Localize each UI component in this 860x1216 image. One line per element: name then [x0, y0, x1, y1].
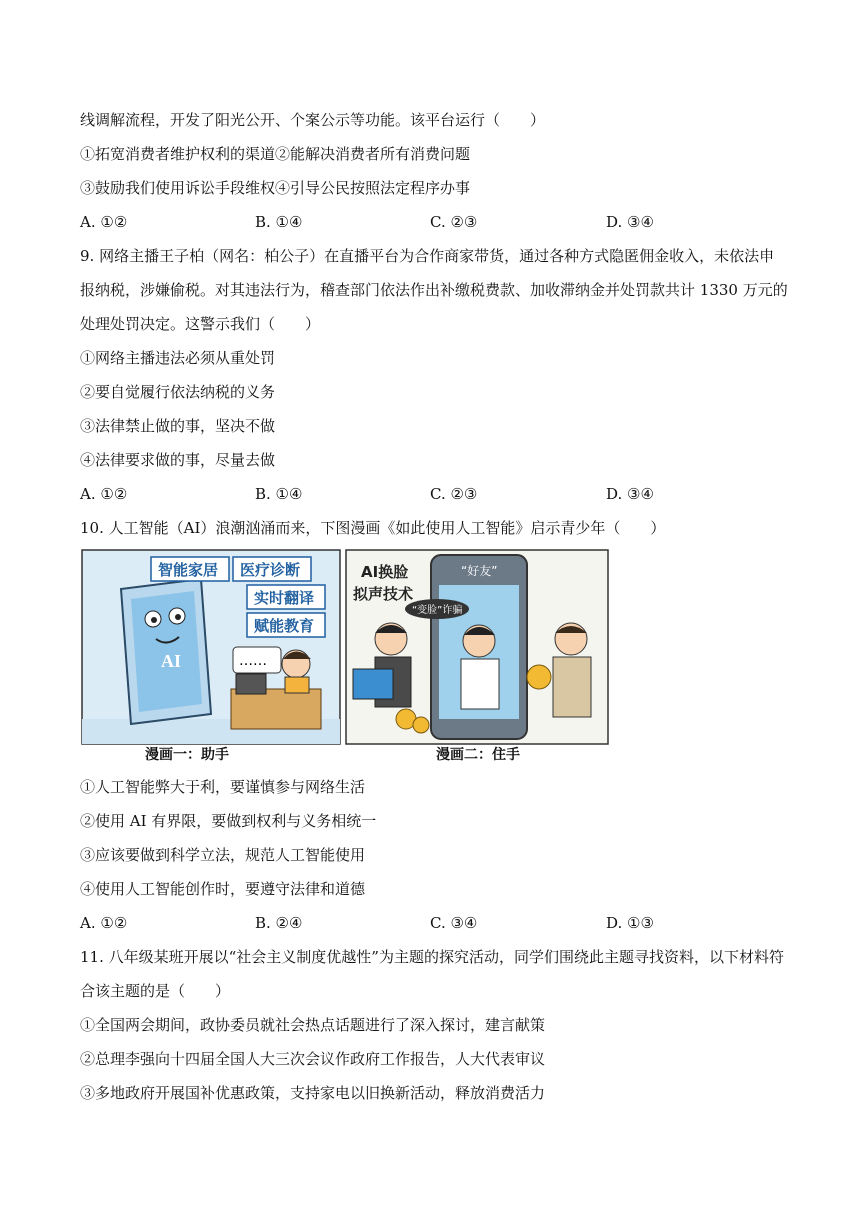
comic-1-caption: 漫画一：助手 [145, 747, 229, 763]
q11-stem-line-1: 11. 八年级某班开展以“社会主义制度优越性”为主题的探究活动，同学们围绕此主题寻找资料，以下材料符 [80, 948, 784, 966]
phone-friend-label: “好友” [461, 564, 498, 578]
q9-statement-1: ①网络主播违法必须从重处罚 [80, 349, 276, 367]
q9-option-a: A. ①② [80, 485, 128, 503]
tag-ai-face-swap: AI换脸 [361, 563, 409, 581]
q11-statement-1: ①全国两会期间，政协委员就社会热点话题进行了深入探讨，建言献策 [80, 1016, 546, 1034]
q9-option-d: D. ③④ [606, 485, 654, 503]
q9-stem-line-2: 报纳税，涉嫌偷税。对其违法行为，稽查部门依法作出补缴税费款、加收滞纳金并处罚款共计 1330 万元的 [80, 281, 788, 299]
comic-illustration [81, 549, 609, 745]
q9-statement-4: ④法律要求做的事，尽量去做 [80, 451, 276, 469]
q10-option-d: D. ①③ [606, 914, 654, 932]
q8-option-a: A. ①② [80, 213, 128, 231]
q10-statement-4: ④使用人工智能创作时，要遵守法律和道德 [80, 880, 366, 898]
q10-option-b: B. ②④ [255, 914, 303, 932]
comic-panel-1 [82, 550, 340, 744]
q9-statement-2: ②要自觉履行依法纳税的义务 [80, 383, 276, 401]
q9-stem-line-1: 9. 网络主播王子柏（网名：柏公子）在直播平台为合作商家带货，通过各种方式隐匿佣金收入，未依法申 [80, 247, 775, 265]
tag-smart-home: 智能家居 [158, 561, 219, 579]
q9-option-b: B. ①④ [255, 485, 303, 503]
q10-statement-3: ③应该要做到科学立法，规范人工智能使用 [80, 846, 366, 864]
q8-statement-2: ③鼓励我们使用诉讼手段维权④引导公民按照法定程序办事 [80, 179, 471, 197]
q11-stem-line-2: 合该主题的是（ ） [80, 982, 231, 1000]
tag-empower-education: 赋能教育 [254, 617, 315, 635]
tag-medical-diagnosis: 医疗诊断 [240, 561, 301, 579]
q11-statement-2: ②总理李强向十四届全国人大三次会议作政府工作报告，人大代表审议 [80, 1050, 546, 1068]
q8-option-c: C. ②③ [430, 213, 478, 231]
tag-realtime-translation: 实时翻译 [254, 589, 315, 607]
q9-statement-3: ③法律禁止做的事，坚决不做 [80, 417, 276, 435]
q10-option-a: A. ①② [80, 914, 128, 932]
q10-option-c: C. ③④ [430, 914, 478, 932]
q8-statement-1: ①拓宽消费者维护权利的渠道②能解决消费者所有消费问题 [80, 145, 471, 163]
q9-stem-line-3: 处理处罚决定。这警示我们（ ） [80, 315, 321, 333]
ai-screen-text: AI [161, 651, 182, 671]
q8-option-b: B. ①④ [255, 213, 303, 231]
fake-friend-figure-icon [461, 625, 499, 709]
q9-option-c: C. ②③ [430, 485, 478, 503]
q8-option-d: D. ③④ [606, 213, 654, 231]
q10-statement-2: ②使用 AI 有界限，要做到权利与义务相统一 [80, 812, 377, 830]
q10-stem: 10. 人工智能（AI）浪潮汹涌而来，下图漫画《如此使用人工智能》启示青少年（ ） [80, 519, 666, 537]
speech-bubble-text: …… [239, 653, 267, 669]
comic-panel-2 [346, 550, 608, 744]
tag-voice-synthesis: 拟声技术 [353, 585, 414, 603]
q8-stem: 线调解流程，开发了阳光公开、个案公示等功能。该平台运行（ ） [80, 111, 546, 129]
q10-statement-1: ①人工智能弊大于利，要谨慎参与网络生活 [80, 778, 366, 796]
q11-statement-3: ③多地政府开展国补优惠政策，支持家电以旧换新活动，释放消费活力 [80, 1084, 546, 1102]
comic-2-caption: 漫画二：住手 [436, 747, 520, 763]
scam-bubble-text: “变脸”诈骗 [412, 605, 463, 616]
